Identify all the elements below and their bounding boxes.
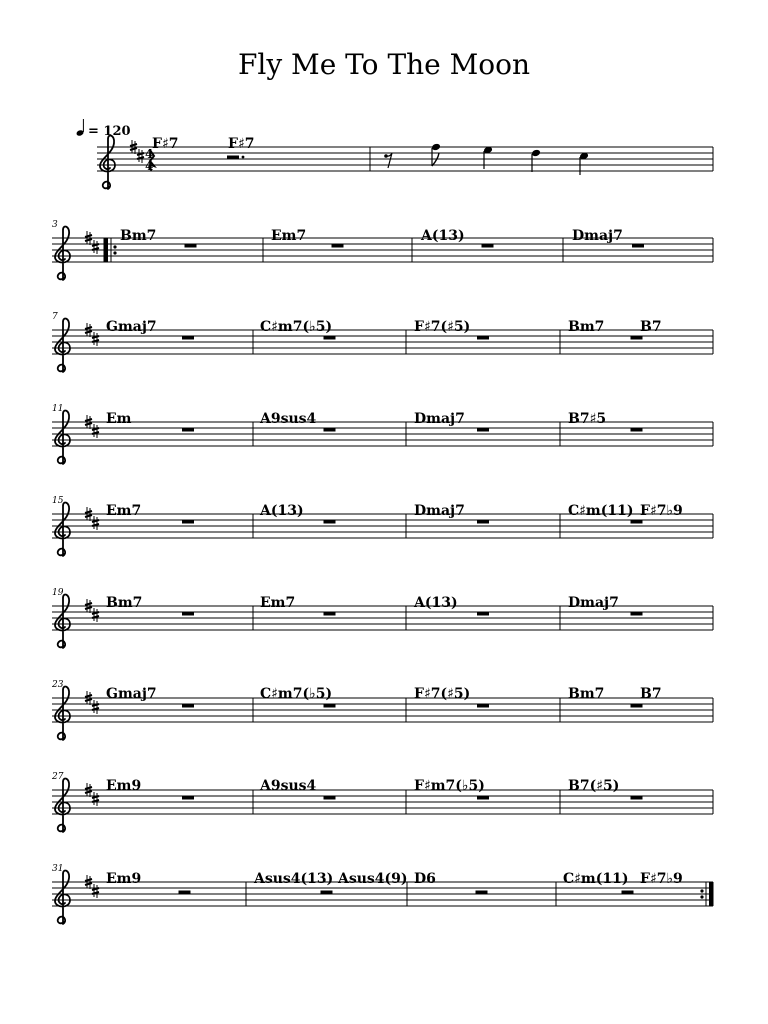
sharp-icon: [92, 424, 99, 438]
measure-number: 11: [52, 404, 64, 414]
treble-clef-icon: [55, 319, 70, 372]
chord-symbol: Em7: [271, 228, 307, 244]
treble-clef-icon: [55, 871, 70, 924]
note: [531, 149, 541, 172]
whole-rest: [324, 520, 336, 524]
eighth-flag: [432, 153, 439, 166]
time-signature-denominator: 4: [145, 159, 154, 173]
sharp-icon: [92, 700, 99, 714]
chord-symbol: Em9: [106, 871, 142, 887]
staff-system: [52, 422, 713, 446]
treble-clef-icon: [55, 411, 70, 464]
repeat-dot: [700, 889, 703, 892]
note: [483, 146, 493, 169]
whole-rest: [631, 704, 643, 708]
chord-symbol: Bm7: [120, 228, 157, 244]
treble-clef-icon: [55, 503, 70, 556]
score-title: Fly Me To The Moon: [237, 48, 531, 81]
chord-symbol: C♯m7(♭5): [260, 319, 333, 335]
repeat-dot: [700, 895, 703, 898]
half-rest: [476, 891, 488, 895]
chord-symbol: Bm7: [106, 595, 143, 611]
chord-symbol: C♯m7(♭5): [260, 686, 333, 702]
whole-rest: [182, 428, 194, 432]
whole-rest: [324, 704, 336, 708]
measure-number: 7: [52, 312, 58, 322]
chord-symbol: F♯7(♯5): [414, 319, 471, 335]
chord-symbol: C♯m(11): [563, 871, 629, 887]
chord-symbol: F♯7♭9: [640, 503, 683, 519]
chord-symbol: F♯7: [152, 136, 179, 152]
measure-number: 15: [52, 496, 64, 506]
tempo-marking: [76, 119, 85, 137]
repeat-end-thick-bar: [709, 882, 713, 906]
measure-number: 31: [52, 864, 64, 874]
chord-symbol: B7♯5: [568, 411, 607, 427]
whole-rest: [324, 796, 336, 800]
whole-rest: [631, 612, 643, 616]
treble-clef-icon: [55, 779, 70, 832]
chord-symbol: C♯m(11): [568, 503, 634, 519]
chord-symbol: D6: [414, 871, 436, 887]
chord-symbol: F♯7(♯5): [414, 686, 471, 702]
whole-rest: [482, 244, 494, 248]
repeat-dot: [113, 245, 116, 248]
chord-symbol: Dmaj7: [572, 228, 623, 244]
treble-clef-icon: [55, 687, 70, 740]
measure-number: 27: [52, 772, 64, 782]
whole-rest: [631, 796, 643, 800]
whole-rest: [185, 244, 197, 248]
chord-symbol: B7: [640, 319, 662, 335]
whole-rest: [332, 244, 344, 248]
sharp-icon: [92, 608, 99, 622]
repeat-start-thick-bar: [104, 238, 108, 262]
time-signature-numerator: 4: [145, 147, 154, 161]
chord-symbol: A9sus4: [260, 778, 317, 794]
whole-rest: [631, 428, 643, 432]
staff-system: [97, 147, 713, 171]
sharp-icon: [92, 792, 99, 806]
half-rest: [227, 156, 239, 160]
chord-symbol: Dmaj7: [414, 503, 465, 519]
rest-dot: [242, 156, 245, 159]
whole-rest: [182, 336, 194, 340]
chord-symbol: Dmaj7: [568, 595, 619, 611]
whole-rest: [477, 612, 489, 616]
chord-symbol: Asus4(13): [254, 871, 334, 887]
whole-rest: [631, 336, 643, 340]
chord-symbol: F♯m7(♭5): [414, 778, 485, 794]
whole-rest: [182, 612, 194, 616]
sharp-icon: [92, 240, 99, 254]
chord-symbol: Bm7: [568, 319, 605, 335]
treble-clef-icon: [55, 595, 70, 648]
whole-rest: [631, 520, 643, 524]
chord-symbol: Asus4(9): [338, 871, 408, 887]
chord-symbol: Em7: [106, 503, 142, 519]
chord-symbol: B7: [640, 686, 662, 702]
whole-rest: [477, 428, 489, 432]
chord-symbol: A9sus4: [260, 411, 317, 427]
chord-symbol: A(13): [260, 503, 304, 519]
half-rest: [321, 891, 333, 895]
whole-rest: [182, 520, 194, 524]
chord-symbol: Em7: [260, 595, 296, 611]
whole-rest: [477, 704, 489, 708]
measure-number: 19: [52, 588, 64, 598]
sharp-icon: [137, 149, 144, 163]
whole-rest: [182, 796, 194, 800]
note: [579, 152, 589, 175]
chord-symbol: Bm7: [568, 686, 605, 702]
chord-symbol: A(13): [414, 595, 458, 611]
chord-symbol: A(13): [421, 228, 465, 244]
tempo-label: = 120: [88, 124, 131, 139]
whole-rest: [477, 796, 489, 800]
note: [431, 143, 441, 166]
measure-number: 3: [52, 220, 58, 230]
chord-symbol: B7(♯5): [568, 778, 620, 794]
chord-symbol: F♯7: [228, 136, 255, 152]
chord-symbol: Em9: [106, 778, 142, 794]
whole-rest: [324, 428, 336, 432]
whole-rest: [182, 704, 194, 708]
chord-symbol: Gmaj7: [106, 686, 157, 702]
chord-symbol: Em: [106, 411, 132, 427]
repeat-dot: [113, 251, 116, 254]
half-rest: [622, 891, 634, 895]
whole-rest: [477, 336, 489, 340]
half-rest: [179, 891, 191, 895]
chord-symbol: Gmaj7: [106, 319, 157, 335]
whole-rest: [632, 244, 644, 248]
treble-clef-icon: [55, 227, 70, 280]
whole-rest: [324, 612, 336, 616]
whole-rest: [324, 336, 336, 340]
treble-clef-icon: [100, 136, 115, 189]
sharp-icon: [92, 332, 99, 346]
whole-rest: [477, 520, 489, 524]
measure-number: 23: [52, 680, 64, 690]
sharp-icon: [92, 516, 99, 530]
chord-symbol: F♯7♭9: [640, 871, 683, 887]
chord-symbol: Dmaj7: [414, 411, 465, 427]
sharp-icon: [92, 884, 99, 898]
